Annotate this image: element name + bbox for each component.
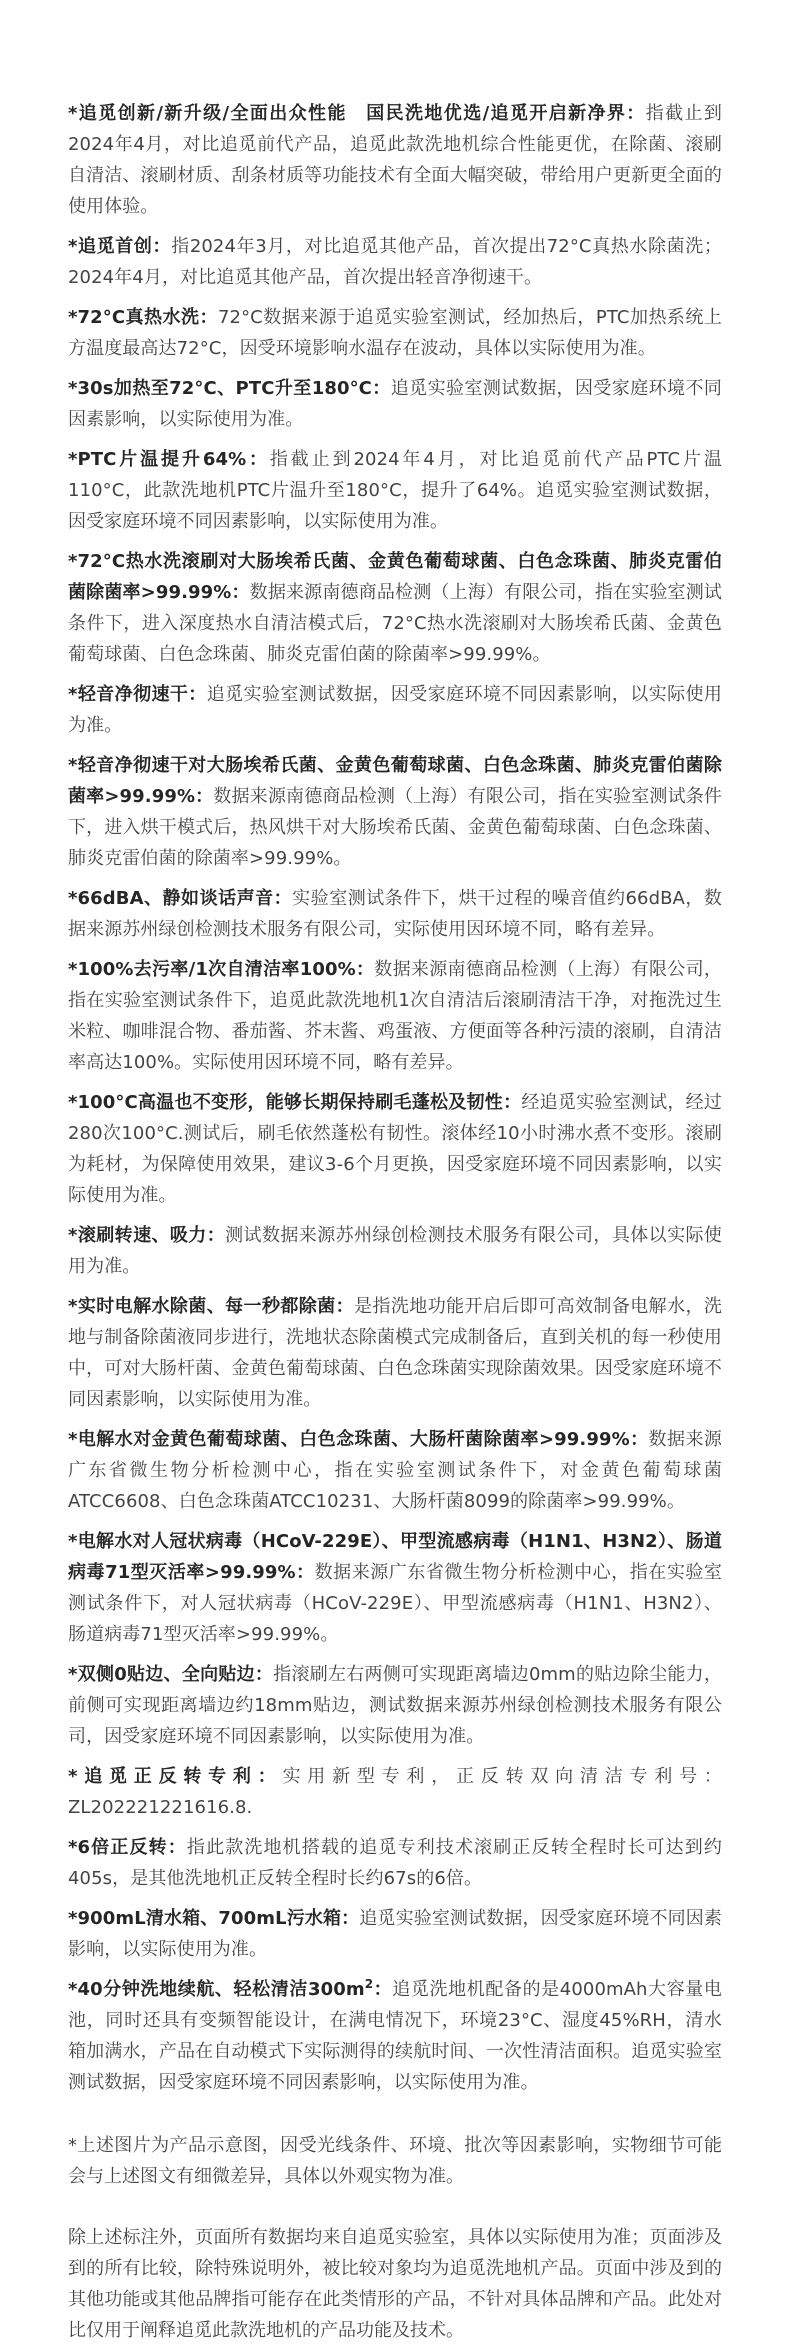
note-hot-water-sterilization <box>68 546 722 670</box>
note-title: *30s加热至72°C、PTC升至180°C： <box>68 378 391 399</box>
note-title: *实时电解水除菌、每一秒都除菌： <box>68 1296 355 1317</box>
note-self-cleaning <box>68 954 722 1078</box>
note-title: *追觅正反转专利： <box>68 1766 283 1787</box>
data-source-disclaimer: 除上述标注外，页面所有数据均来自追觅实验室，具体以实际使用为准；页面涉及到的所有比较，除特殊说明外，被比较对象均为追觅洗地机产品。页面中涉及到的其他功能或其他品牌指可能存在此类情形的产品，不针对具体品牌和产品。此处对比仅用于阐释追觅此款洗地机的产品功能及技术。 <box>68 2227 722 2341</box>
note-brush-speed-suction <box>68 1220 722 1282</box>
note-body: 指截止到2024年4月，对比追觅前代产品，追觅此款洗地机综合性能更优，在除菌、滚刷自清洁、滚刷材质、刮条材质等功能技术有全面大幅突破，带给用户更新更全面的使用体验。 <box>68 103 722 217</box>
note-body: 数据来源南德商品检测（上海）有限公司，指在实验室测试条件下，追觅此款洗地机1次自清洁后滚刷清洁干净，对拖洗过生米粒、咖啡混合物、番茄酱、芥末酱、鸡蛋液、方便面等各种污渍的滚刷，自清洁率高达100%。实际使用因环境不同，略有差异。 <box>68 959 722 1073</box>
note-title: *900mL清水箱、700mL污水箱： <box>68 1908 360 1929</box>
note-title: *电解水对金黄色葡萄球菌、白色念珠菌、大肠杆菌除菌率>99.99%： <box>68 1429 649 1450</box>
note-title-text: *40分钟洗地续航、轻松清洁300m <box>68 1979 365 2000</box>
note-body: 追觅实验室测试数据，因受家庭环境不同因素影响，以实际使用为准。 <box>68 1908 723 1960</box>
note-body: 数据来源南德商品检测（上海）有限公司，指在实验室测试条件下，进入深度热水自清洁模式后，72°C热水洗滚刷对大肠埃希氏菌、金黄色葡萄球菌、白色念珠菌、肺炎克雷伯菌的除菌率>99.99%。 <box>68 582 722 665</box>
note-body: 数据来源广东省微生物分析检测中心，指在实验室测试条件下，对金黄色葡萄球菌ATCC6608、白色念珠菌ATCC10231、大肠杆菌8099的除菌率>99.99%。 <box>68 1429 722 1512</box>
note-noise-level <box>68 883 722 945</box>
note-body: 数据来源南德商品检测（上海）有限公司，指在实验室测试条件下，进入烘干模式后，热风烘干对大肠埃希氏菌、金黄色葡萄球菌、白色念珠菌、肺炎克雷伯菌的除菌率>99.99%。 <box>68 786 723 869</box>
note-body: 是指洗地功能开启后即可高效制备电解水，洗地与制备除菌液同步进行，洗地状态除菌模式完成制备后，直到关机的每一秒使用中，可对大肠杆菌、金黄色葡萄球菌、白色念珠菌实现除菌效果。因受家庭环境不同因素影响，以实际使用为准。 <box>68 1296 723 1410</box>
note-title: *6倍正反转： <box>68 1837 187 1858</box>
note-body: 实验室测试条件下，烘干过程的噪音值约66dBA，数据来源苏州绿创检测技术服务有限公司，实际使用因环境不同，略有差异。 <box>68 888 722 940</box>
note-electrolyzed-bacteria <box>68 1424 722 1517</box>
note-title: *追觅首创： <box>68 236 172 257</box>
note-ptc-temperature <box>68 444 722 537</box>
note-electrolyzed-water <box>68 1291 722 1415</box>
notes-list <box>68 98 722 2098</box>
note-body: 指滚刷左右两侧可实现距离墙边0mm的贴边除尘能力，前侧可实现距离墙边约18mm贴边，测试数据来源苏州绿创检测技术服务有限公司，因受家庭环境不同因素影响，以实际使用为准。 <box>68 1664 722 1747</box>
note-edge-cleaning <box>68 1659 722 1752</box>
note-body: 追觅实验室测试数据，因受家庭环境不同因素影响，以实际使用为准。 <box>68 378 722 430</box>
note-title: *电解水对人冠状病毒（HCoV-229E）、甲型流感病毒（H1N1、H3N2）、肠道病毒71型灭活率>99.99%： <box>68 1531 722 1583</box>
note-hot-water-wash <box>68 302 722 364</box>
superscript: 2 <box>364 1977 374 1991</box>
note-battery-life <box>68 1974 722 2098</box>
note-electrolyzed-virus <box>68 1526 722 1650</box>
note-title: *双侧0贴边、全向贴边： <box>68 1664 274 1685</box>
note-title: *PTC片温提升64%： <box>68 449 270 470</box>
note-body: 实用新型专利，正反转双向清洁专利号：ZL202221221616.8. <box>68 1766 722 1818</box>
note-title: *100%去污率/1次自清洁率100%： <box>68 959 375 980</box>
note-drying-sterilization <box>68 750 722 874</box>
note-body: 追觅洗地机配备的是4000mAh大容量电池，同时还具有变频智能设计，在满电情况下，环境23°C、湿度45%RH，清水箱加满水，产品在自动模式下实际测得的续航时间、一次性清洁面积。追觅实验室测试数据，因受家庭环境不同因素影响，以实际使用为准。 <box>68 1979 722 2093</box>
note-first-in-brand <box>68 231 722 293</box>
note-title <box>68 1979 392 2000</box>
note-forward-reverse <box>68 1832 722 1894</box>
note-body: 追觅实验室测试数据，因受家庭环境不同因素影响，以实际使用为准。 <box>68 684 723 736</box>
note-body: 指此款洗地机搭载的追觅专利技术滚刷正反转全程时长可达到约405s，是其他洗地机正反转全程时长约67s的6倍。 <box>68 1837 722 1889</box>
note-body: 指2024年3月，对比追觅其他产品，首次提出72°C真热水除菌洗；2024年4月，对比追觅其他产品，首次提出轻音净彻速干。 <box>68 236 723 288</box>
note-title: *100°C高温也不变形，能够长期保持刷毛蓬松及韧性： <box>68 1092 522 1113</box>
note-body: 数据来源广东省微生物分析检测中心，指在实验室测试条件下，对人冠状病毒（HCoV-229E）、甲型流感病毒（H1N1、H3N2）、肠道病毒71型灭活率>99.99%。 <box>68 1562 723 1645</box>
note-body: 指截止到2024年4月，对比追觅前代产品PTC片温110°C，此款洗地机PTC片温升至180°C，提升了64%。追觅实验室测试数据，因受家庭环境不同因素影响，以实际使用为准。 <box>68 449 722 532</box>
note-title: *72°C热水洗滚刷对大肠埃希氏菌、金黄色葡萄球菌、白色念珠菌、肺炎克雷伯菌除菌率>99.99%： <box>68 551 722 603</box>
note-title: *66dBA、静如谈话声音： <box>68 888 293 909</box>
note-body: 测试数据来源苏州绿创检测技术服务有限公司，具体以实际使用为准。 <box>68 1225 722 1277</box>
note-title: *滚刷转速、吸力： <box>68 1225 226 1246</box>
note-patent <box>68 1761 722 1823</box>
note-quiet-drying <box>68 679 722 741</box>
note-body: 72°C数据来源于追觅实验室测试，经加热后，PTC加热系统上方温度最高达72°C，因受环境影响水温存在波动，具体以实际使用为准。 <box>68 307 722 359</box>
image-disclaimer: *上述图片为产品示意图，因受光线条件、环境、批次等因素影响，实物细节可能会与上述图文有细微差异，具体以外观实物为准。 <box>68 2135 722 2187</box>
note-title: *轻音净彻速干： <box>68 684 207 705</box>
note-title: *追觅创新/新升级/全面出众性能 国民洗地优选/追觅开启新净界： <box>68 103 646 124</box>
note-high-temperature-bristles <box>68 1087 722 1211</box>
note-innovation <box>68 98 722 222</box>
note-heating-time <box>68 373 722 435</box>
note-water-tanks <box>68 1903 722 1965</box>
note-title: *轻音净彻速干对大肠埃希氏菌、金黄色葡萄球菌、白色念珠菌、肺炎克雷伯菌除菌率>99.99%： <box>68 755 722 807</box>
note-title: *72°C真热水洗： <box>68 307 218 328</box>
note-body: 经追觅实验室测试，经过280次100°C.测试后，刷毛依然蓬松有韧性。滚体经10小时沸水煮不变形。滚刷为耗材，为保障使用效果，建议3-6个月更换，因受家庭环境不同因素影响，以实际使用为准。 <box>68 1092 722 1206</box>
note-title-end: ： <box>373 1979 393 2000</box>
